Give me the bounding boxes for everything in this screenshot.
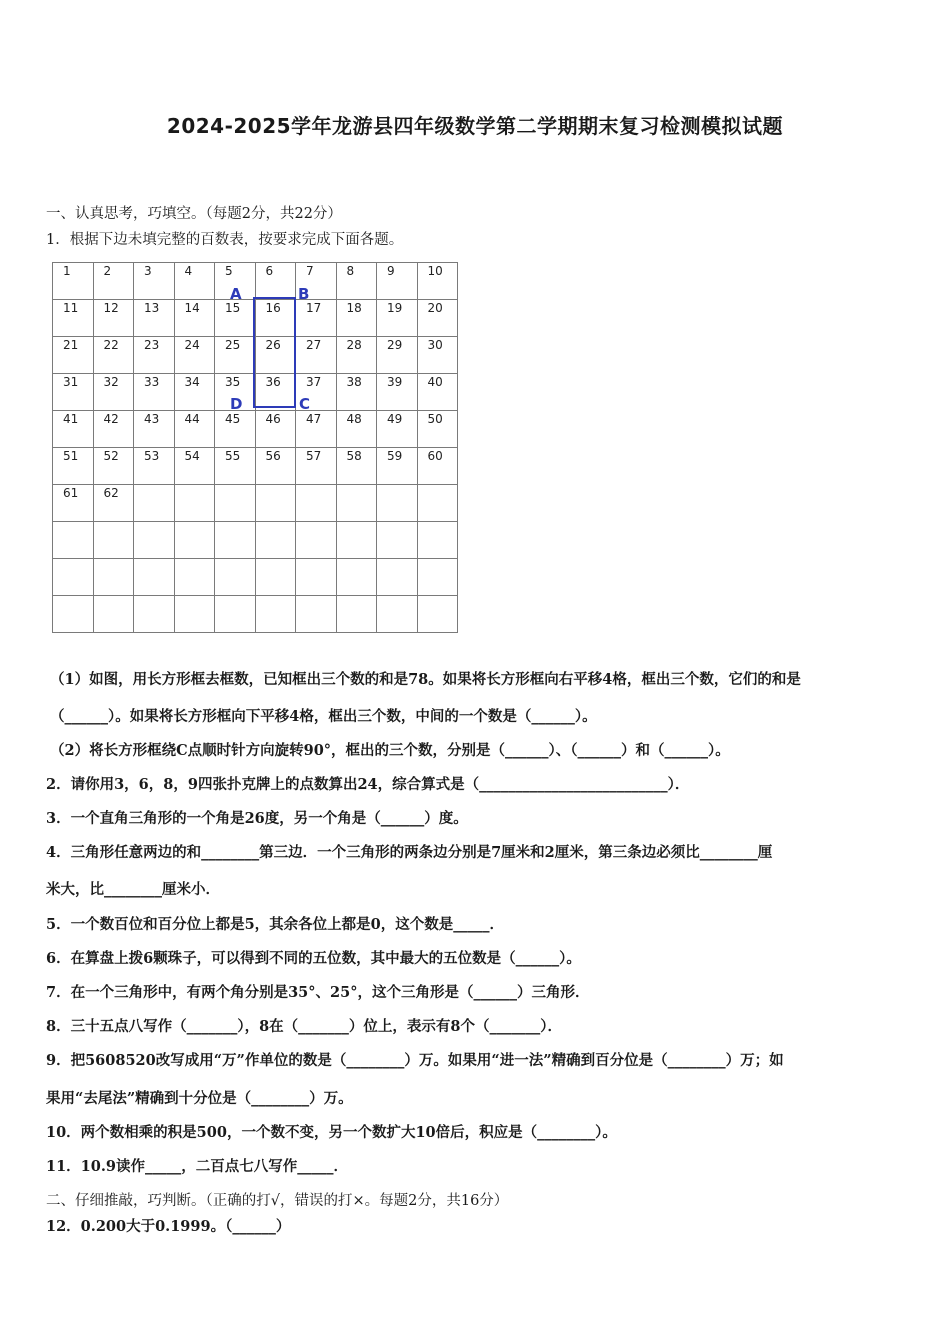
grid-cell [417,522,458,559]
grid-cell [93,300,134,337]
grid-cell [255,485,296,522]
grid-cell [53,263,94,300]
grid-cell-number: 10 [427,264,443,278]
question-8: 8．三十五点八写作（_______），8在（_______）位上，表示有8个（_______）． [46,1018,563,1035]
question-9-line-1: 9．把5608520改写成用“万”作单位的数是（________）万。如果用“进一法”精确到百分位是（________）万；如 [46,1052,784,1069]
grid-cell-number: 15 [225,301,241,315]
grid-cell-number [296,485,336,486]
grid-cell-number: 2 [103,264,112,278]
grid-cell [134,337,175,374]
grid-cell [93,411,134,448]
section-2-heading: 二、仔细推敲，巧判断。（正确的打√，错误的打×。每题2分，共16分） [46,1193,509,1209]
grid-cell [417,374,458,411]
grid-cell [134,448,175,485]
grid-cell-number: 48 [346,412,362,426]
grid-cell-number [337,522,377,523]
grid-cell [296,337,337,374]
grid-cell-number [215,522,255,523]
grid-cell [53,522,94,559]
grid-cell [174,300,215,337]
grid-cell-number: 18 [346,301,362,315]
grid-cell-number: 16 [265,301,281,315]
grid-cell-number [134,559,174,560]
grid-cell-number: 36 [265,375,281,389]
grid-cell-number: 30 [427,338,443,352]
grid-cell-number: 51 [63,449,79,463]
grid-cell-number: 21 [63,338,79,352]
grid-cell [417,485,458,522]
grid-row [53,485,458,522]
grid-cell-number: 9 [387,264,395,278]
grid-cell-number: 8 [346,264,355,278]
grid-cell-number: 4 [184,264,193,278]
grid-cell [336,300,377,337]
grid-cell [53,485,94,522]
grid-cell-number [53,596,93,597]
grid-cell-number: 45 [225,412,241,426]
question-4-line-1: 4．三角形任意两边的和________第三边．一个三角形的两条边分别是7厘米和2厘米，第三条边必须比________厘 [46,844,773,861]
grid-cell [255,448,296,485]
grid-cell [53,596,94,633]
question-10: 10．两个数相乘的积是500，一个数不变，另一个数扩大10倍后，积应是（________）。 [46,1124,617,1141]
grid-cell-number [296,522,336,523]
grid-cell [93,263,134,300]
question-6: 6．在算盘上拨6颗珠子，可以得到不同的五位数，其中最大的五位数是（______）。 [46,950,581,967]
grid-cell-number [94,522,134,523]
grid-cell-number [377,522,417,523]
grid-cell-number [215,559,255,560]
grid-cell [215,337,256,374]
grid-cell-number: 42 [103,412,119,426]
question-2: 2．请你用3，6，8，9四张扑克牌上的点数算出24，综合算式是（__________________________）． [46,776,690,793]
grid-cell [377,337,418,374]
grid-cell [174,596,215,633]
grid-cell-number: 6 [265,264,274,278]
grid-cell [377,300,418,337]
grid-cell-number: 5 [225,264,233,278]
grid-cell [255,559,296,596]
grid-row [53,559,458,596]
grid-cell [53,337,94,374]
question-5: 5．一个数百位和百分位上都是5，其余各位上都是0，这个数是_____． [46,916,505,933]
grid-row [53,411,458,448]
grid-cell [417,263,458,300]
grid-cell [93,337,134,374]
grid-cell-number [94,596,134,597]
grid-cell [377,596,418,633]
grid-row [53,596,458,633]
grid-cell [134,263,175,300]
grid-cell-number [175,559,215,560]
grid-cell-number: 55 [225,449,241,463]
grid-cell-number [418,522,458,523]
grid-cell-number: 3 [144,264,152,278]
grid-cell [255,522,296,559]
question-1-part-1-line-1: （1）如图，用长方形框去框数，已知框出三个数的和是78。如果将长方形框向右平移4格，框出三个数，它们的和是 [50,671,801,688]
grid-cell [215,411,256,448]
grid-cell [377,522,418,559]
grid-cell-number: 61 [63,486,79,500]
grid-cell-number [256,485,296,486]
grid-cell-number: 17 [306,301,322,315]
grid-cell [296,522,337,559]
grid-cell-number: 29 [387,338,403,352]
grid-cell-number: 40 [427,375,443,389]
rectangle-frame [253,297,296,408]
grid-cell [417,411,458,448]
grid-cell-number: 41 [63,412,79,426]
grid-cell-number [256,522,296,523]
grid-cell-number: 54 [184,449,200,463]
grid-row [53,522,458,559]
grid-cell-number: 19 [387,301,403,315]
grid-cell-number [53,522,93,523]
grid-cell-number: 47 [306,412,322,426]
grid-cell [215,300,256,337]
grid-cell [215,559,256,596]
grid-cell [134,300,175,337]
grid-row [53,263,458,300]
question-9-line-2: 果用“去尾法”精确到十分位是（________）万。 [46,1090,353,1107]
grid-cell-number [256,596,296,597]
grid-cell [336,337,377,374]
grid-cell [53,559,94,596]
grid-cell [174,411,215,448]
question-12: 12．0.200大于0.1999。（______） [46,1218,291,1235]
grid-cell [336,485,377,522]
grid-cell [53,411,94,448]
grid-cell [336,263,377,300]
grid-cell [377,374,418,411]
grid-cell-number: 57 [306,449,322,463]
grid-row [53,448,458,485]
grid-cell [53,374,94,411]
grid-cell [296,300,337,337]
grid-cell [255,411,296,448]
grid-cell-number [337,485,377,486]
grid-cell-number: 12 [103,301,119,315]
grid-cell-number [175,485,215,486]
grid-cell-number [175,596,215,597]
grid-cell-number [215,485,255,486]
grid-cell-number [134,522,174,523]
grid-cell [296,448,337,485]
grid-cell-number: 26 [265,338,281,352]
grid-cell [215,596,256,633]
grid-cell [93,374,134,411]
grid-cell [174,448,215,485]
grid-cell [93,485,134,522]
grid-cell-number: 7 [306,264,314,278]
grid-cell-number: 14 [184,301,200,315]
grid-cell-number: 28 [346,338,362,352]
grid-cell [93,522,134,559]
corner-label-c: C [299,395,311,413]
corner-label-d: D [230,395,243,413]
grid-cell-number [337,596,377,597]
page-title: 2024-2025学年龙游县四年级数学第二学期期末复习检测模拟试题 [166,114,784,138]
grid-cell [134,411,175,448]
grid-cell-number: 62 [103,486,119,500]
grid-cell-number [94,559,134,560]
grid-cell [336,448,377,485]
grid-cell [296,559,337,596]
grid-cell [174,263,215,300]
grid-cell [377,485,418,522]
grid-cell-number [134,485,174,486]
grid-cell-number: 52 [103,449,119,463]
grid-cell [417,337,458,374]
grid-cell [215,448,256,485]
question-1-part-2: （2）将长方形框绕C点顺时针方向旋转90°，框出的三个数，分别是（______）、（______）和（______）。 [50,742,730,759]
grid-cell-number: 60 [427,449,443,463]
grid-cell [215,485,256,522]
grid-cell [174,522,215,559]
grid-cell [417,300,458,337]
question-1: 1．根据下边未填完整的百数表，按要求完成下面各题。 [46,232,404,248]
question-11: 11．10.9读作_____，二百点七八写作_____． [46,1158,348,1175]
question-4-line-2: 米大，比________厘米小． [46,881,220,898]
grid-cell-number: 37 [306,375,322,389]
grid-cell-number: 11 [63,301,79,315]
grid-cell-number [175,522,215,523]
question-3: 3．一个直角三角形的一个角是26度，另一个角是（______）度。 [46,810,468,827]
grid-cell-number [53,559,93,560]
grid-cell-number: 56 [265,449,281,463]
grid-cell [296,596,337,633]
corner-label-a: A [230,285,242,303]
grid-cell-number [418,485,458,486]
grid-cell [134,374,175,411]
grid-cell [377,448,418,485]
grid-cell [336,522,377,559]
grid-cell [93,596,134,633]
grid-cell-number: 38 [346,375,362,389]
grid-cell-number: 23 [144,338,160,352]
grid-cell-number [256,559,296,560]
grid-cell [377,559,418,596]
grid-cell [53,300,94,337]
grid-cell [336,374,377,411]
grid-cell-number: 58 [346,449,362,463]
grid-cell [215,522,256,559]
grid-cell-number: 39 [387,375,403,389]
grid-cell [377,411,418,448]
grid-cell [174,559,215,596]
grid-cell-number: 35 [225,375,241,389]
grid-cell [417,448,458,485]
grid-cell [255,596,296,633]
section-1-heading: 一、认真思考，巧填空。（每题2分，共22分） [46,206,342,222]
grid-cell [417,559,458,596]
grid-cell [336,559,377,596]
grid-cell-number [418,559,458,560]
grid-cell-number: 1 [63,264,71,278]
grid-cell-number [377,559,417,560]
grid-cell [93,559,134,596]
grid-cell-number: 27 [306,338,322,352]
grid-cell-number: 50 [427,412,443,426]
grid-cell [336,411,377,448]
grid-cell-number: 24 [184,338,200,352]
grid-cell-number: 46 [265,412,281,426]
grid-cell [336,596,377,633]
grid-cell [174,374,215,411]
grid-cell [134,559,175,596]
grid-cell [134,522,175,559]
grid-cell-number: 59 [387,449,403,463]
grid-cell [134,485,175,522]
grid-cell [134,596,175,633]
corner-label-b: B [298,285,310,303]
grid-cell [174,337,215,374]
question-1-part-1-line-2: （______）。如果将长方形框向下平移4格，框出三个数，中间的一个数是（______）。 [50,708,597,725]
grid-cell [93,448,134,485]
grid-cell [377,263,418,300]
grid-cell [174,485,215,522]
grid-cell-number: 33 [144,375,160,389]
grid-cell-number: 44 [184,412,200,426]
grid-cell-number: 31 [63,375,79,389]
grid-cell-number [337,559,377,560]
grid-cell-number [377,485,417,486]
grid-cell-number: 43 [144,412,160,426]
grid-cell [417,596,458,633]
grid-cell-number: 25 [225,338,241,352]
grid-cell-number: 20 [427,301,443,315]
grid-cell-number [377,596,417,597]
grid-cell-number: 49 [387,412,403,426]
grid-cell-number [134,596,174,597]
grid-cell [296,485,337,522]
grid-cell-number: 32 [103,375,119,389]
grid-cell-number [215,596,255,597]
grid-cell-number: 53 [144,449,160,463]
grid-cell-number: 22 [103,338,119,352]
question-7: 7．在一个三角形中，有两个角分别是35°、25°，这个三角形是（______）三角形． [46,984,590,1001]
grid-cell-number: 13 [144,301,160,315]
grid-cell [255,263,296,300]
grid-cell [296,411,337,448]
hundred-chart [52,262,458,633]
grid-cell-number [418,596,458,597]
grid-cell-number [296,559,336,560]
grid-cell-number: 34 [184,375,200,389]
grid-cell [53,448,94,485]
grid-cell-number [296,596,336,597]
